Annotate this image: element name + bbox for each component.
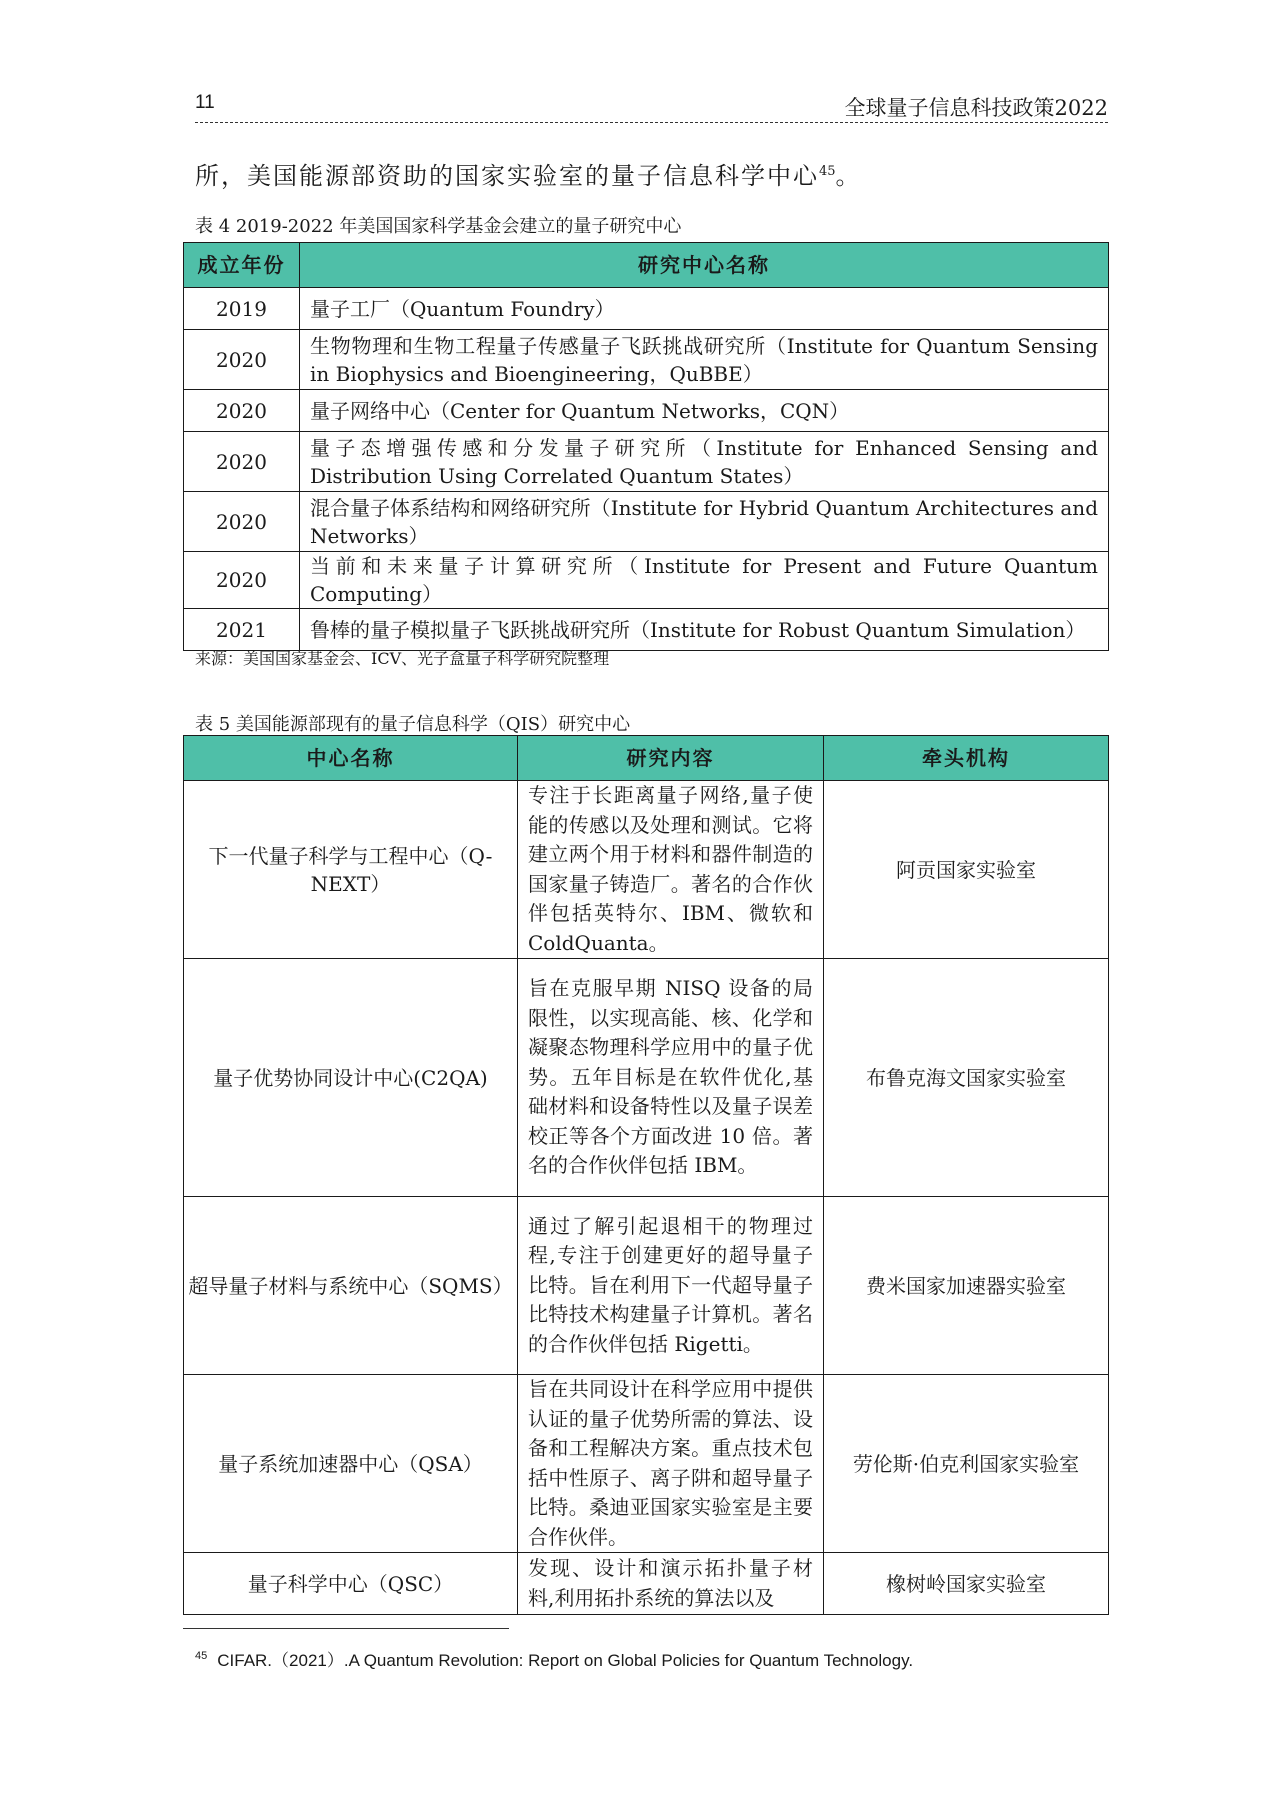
table4-caption: 表 4 2019-2022 年美国国家科学基金会建立的量子研究中心 <box>195 216 682 237</box>
table-row <box>184 1553 1109 1615</box>
table-cell-name: 鲁棒的量子模拟量子飞跃挑战研究所（Institute for Robust Quantum Simulation） <box>300 609 1109 651</box>
table4-source: 来源：美国国家基金会、ICV、光子盒量子科学研究院整理 <box>195 649 610 668</box>
table-cell-content: 通过了解引起退相干的物理过程,专注于创建更好的超导量子比特。旨在利用下一代超导量子比特技术构建量子计算机。著名的合作伙伴包括 Rigetti。 <box>518 1197 824 1375</box>
table4 <box>183 242 1109 651</box>
table-cell-lead: 劳伦斯·伯克利国家实验室 <box>824 1375 1109 1553</box>
table-cell-center: 下一代量子科学与工程中心（Q-NEXT） <box>184 781 518 959</box>
table5-header-row <box>184 736 1109 781</box>
table-cell-content: 旨在克服早期 NISQ 设备的局限性，以实现高能、核、化学和凝聚态物理科学应用中的量子优势。五年目标是在软件优化,基础材料和设备特性以及量子误差校正等各个方面改进 10 倍。著名的合作伙伴包括 IBM。 <box>518 959 824 1197</box>
table-cell-name: 混合量子体系结构和网络研究所（Institute for Hybrid Quantum Architectures and Networks） <box>300 492 1109 552</box>
table-row <box>184 609 1109 651</box>
table-cell-year: 2020 <box>184 492 300 552</box>
table4-header-row <box>184 243 1109 288</box>
table-cell-year: 2020 <box>184 552 300 609</box>
table5 <box>183 735 1109 1615</box>
table-cell-name: 当前和未来量子计算研究所（Institute for Present and Future Quantum Computing） <box>300 552 1109 609</box>
lead-end: 。 <box>835 162 862 190</box>
table-cell-year: 2020 <box>184 432 300 492</box>
table-cell-name: 生物物理和生物工程量子传感量子飞跃挑战研究所（Institute for Quantum Sensing in Biophysics and Bioengineering，QuBBE） <box>300 330 1109 390</box>
table-cell-content: 专注于长距离量子网络,量子使能的传感以及处理和测试。它将建立两个用于材料和器件制造的国家量子铸造厂。著名的合作伙伴包括英特尔、IBM、微软和 ColdQuanta。 <box>518 781 824 959</box>
table-cell-year: 2021 <box>184 609 300 651</box>
table-cell-name: 量子工厂（Quantum Foundry） <box>300 288 1109 330</box>
table5-header-content: 研究内容 <box>518 736 824 781</box>
table-row <box>184 1197 1109 1375</box>
table-cell-lead: 橡树岭国家实验室 <box>824 1553 1109 1615</box>
table-cell-center: 量子优势协同设计中心(C2QA) <box>184 959 518 1197</box>
table-cell-center: 量子系统加速器中心（QSA） <box>184 1375 518 1553</box>
table-cell-name: 量子态增强传感和分发量子研究所（Institute for Enhanced Sensing and Distribution Using Correlated Quantum States） <box>300 432 1109 492</box>
footnote-number: 45 <box>195 1650 208 1663</box>
table-row <box>184 492 1109 552</box>
table5-header-center: 中心名称 <box>184 736 518 781</box>
table-row <box>184 552 1109 609</box>
lead-paragraph <box>195 156 862 191</box>
footnote-divider <box>183 1628 509 1629</box>
table-cell-year: 2019 <box>184 288 300 330</box>
table-cell-content: 旨在共同设计在科学应用中提供认证的量子优势所需的算法、设备和工程解决方案。重点技术包括中性原子、离子阱和超导量子比特。桑迪亚国家实验室是主要合作伙伴。 <box>518 1375 824 1553</box>
lead-text: 所，美国能源部资助的国家实验室的量子信息科学中心 <box>195 162 819 190</box>
table-cell-year: 2020 <box>184 330 300 390</box>
table-row <box>184 288 1109 330</box>
page-header <box>195 88 1108 123</box>
table4-header-name: 研究中心名称 <box>300 243 1109 288</box>
table-cell-name: 量子网络中心（Center for Quantum Networks，CQN） <box>300 390 1109 432</box>
table-cell-center: 超导量子材料与系统中心（SQMS） <box>184 1197 518 1375</box>
table-cell-content: 发现、设计和演示拓扑量子材料,利用拓扑系统的算法以及 <box>518 1553 824 1615</box>
table-row <box>184 390 1109 432</box>
table-row <box>184 1375 1109 1553</box>
table-row <box>184 432 1109 492</box>
table4-header-year: 成立年份 <box>184 243 300 288</box>
footnote-ref[interactable]: 45 <box>819 164 836 179</box>
table-row <box>184 330 1109 390</box>
table-cell-year: 2020 <box>184 390 300 432</box>
table-cell-lead: 布鲁克海文国家实验室 <box>824 959 1109 1197</box>
footnote-text: CIFAR.（2021）.A Quantum Revolution: Report on Global Policies for Quantum Technology. <box>217 1651 914 1670</box>
footnote <box>195 1646 913 1671</box>
table5-caption: 表 5 美国能源部现有的量子信息科学（QIS）研究中心 <box>195 714 631 735</box>
table5-header-lead: 牵头机构 <box>824 736 1109 781</box>
running-title: 全球量子信息科技政策2022 <box>844 96 1108 120</box>
table-cell-center: 量子科学中心（QSC） <box>184 1553 518 1615</box>
page-number: 11 <box>195 92 215 113</box>
table-row <box>184 781 1109 959</box>
table-cell-lead: 费米国家加速器实验室 <box>824 1197 1109 1375</box>
table-row <box>184 959 1109 1197</box>
table-cell-lead: 阿贡国家实验室 <box>824 781 1109 959</box>
